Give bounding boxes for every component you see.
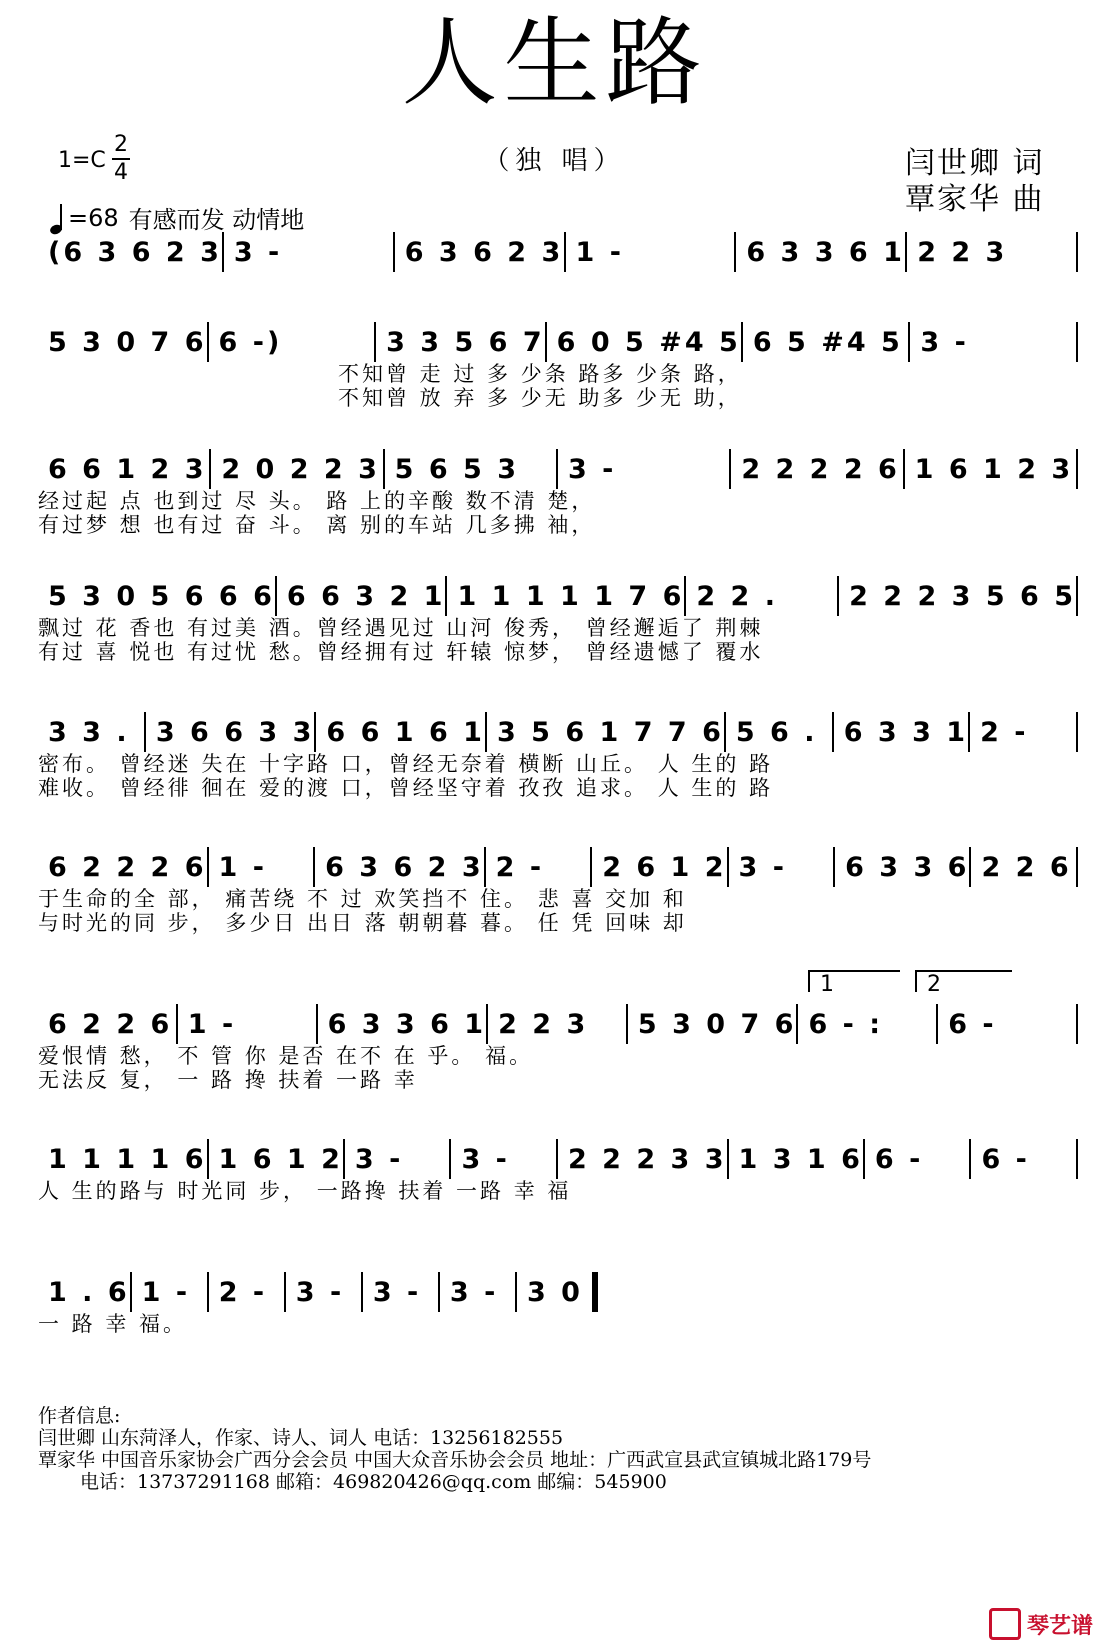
lyric-line-2: 有过 喜 悦也 有过忧 愁。曾经拥有过 轩辕 惊梦， 曾经遗憾了 覆水	[38, 640, 764, 664]
measure: 3 3 .	[38, 712, 146, 752]
lyric-line-1: 爱恨情 愁， 不 管 你 是否 在不 在 乎。 福。	[38, 1044, 534, 1068]
measure-line	[38, 1135, 1078, 1179]
score-row	[38, 1000, 1078, 1092]
time-bottom: 4	[114, 160, 128, 185]
measure: 6 -	[865, 1139, 972, 1179]
measure: 2 2 3	[488, 1004, 628, 1044]
measure: 5 6 5 3	[385, 449, 558, 489]
measure: 6 3 3 6	[835, 847, 971, 887]
score-row	[38, 1135, 1078, 1227]
measure: 3 3 5 6 7	[376, 322, 547, 362]
measure: 1 . 6	[38, 1272, 132, 1312]
measure: 6 -	[971, 1139, 1078, 1179]
measure: 6 3 6 2 3	[395, 232, 566, 272]
info-line-2: 覃家华 中国音乐家协会广西分会会员 中国大众音乐协会会员 地址：广西武宣县武宣镇城北路179号	[38, 1449, 872, 1471]
measure: 2 2 2 2 6	[731, 449, 904, 489]
lyric-line-2: 有过梦 想 也有过 奋 斗。 离 别的车站 几多拂 袖，	[38, 513, 596, 537]
composer: 覃家华 曲	[905, 182, 1045, 217]
measure-line	[38, 445, 1078, 489]
lyric-line-1: 人 生的路与 时光同 步， 一路搀 扶着 一路 幸 福	[38, 1179, 572, 1203]
lyric-line-2	[38, 296, 1078, 320]
measure: 3 -	[440, 1272, 517, 1312]
measure: 2 2 .	[686, 576, 839, 616]
lyric-line-2: 难收。 曾经徘 徊在 爱的渡 口，曾经坚守着 孜孜 追求。 人 生的 路	[38, 776, 774, 800]
measure: 3 -	[286, 1272, 363, 1312]
measure: 3 -	[451, 1139, 558, 1179]
volta-second-ending: 2	[915, 970, 1012, 992]
lyric-line-2	[38, 1336, 1078, 1360]
measure: 6 5 #4 5	[743, 322, 911, 362]
lyric-line-2: 与时光的同 步， 多少日 出日 落 朝朝暮 暮。 任 凭 回味 却	[38, 911, 687, 935]
measure-line	[38, 708, 1078, 752]
measure-line	[38, 843, 1078, 887]
measure: 2 2 2 3 5 6 5	[839, 576, 1078, 616]
measure-line	[38, 228, 1078, 272]
lyric-line-1: 密布。 曾经迷 失在 十字路 口，曾经无奈着 横断 山丘。 人 生的 路	[38, 752, 774, 776]
performance-type: （独 唱）	[483, 146, 626, 176]
measure: 5 3 0 5 6 6 6	[38, 576, 277, 616]
score-row	[38, 708, 1078, 800]
measure: 1 6 1 2	[209, 1139, 345, 1179]
score-row	[38, 228, 1078, 320]
measure: 6 2 2 6	[38, 1004, 178, 1044]
site-logo	[989, 1608, 1093, 1640]
measure: 3 5 6 1 7 7 6	[487, 712, 726, 752]
measure: 6 3 3 6 1	[318, 1004, 489, 1044]
measure: 6 3 6 2 3	[315, 847, 486, 887]
measure-line	[38, 1268, 598, 1312]
key-signature: 1=C	[58, 148, 106, 173]
lyric-line-1: 经过起 点 也到过 尽 头。 路 上的辛酸 数不清 楚，	[38, 489, 596, 513]
measure: 6 6 3 2 1	[277, 576, 448, 616]
score-row	[38, 445, 1078, 537]
score-row	[38, 572, 1078, 664]
lyric-line-2: 不知曾 放 弃 多 少无 助多 少无 助，	[338, 386, 742, 410]
measure: 2 2 2 3 3	[558, 1139, 729, 1179]
lyric-line-1: 不知曾 走 过 多 少条 路多 少条 路，	[338, 362, 742, 386]
score-row	[38, 843, 1078, 935]
measure: 2 2 6	[971, 847, 1078, 887]
measure: 1 -	[566, 232, 737, 272]
measure: 6 6 1 6 1	[316, 712, 487, 752]
measure: 1 1 1 1 6	[38, 1139, 209, 1179]
measure: 6 -	[938, 1004, 1078, 1044]
measure: 6 -)	[209, 322, 377, 362]
measure: 6 - :	[798, 1004, 938, 1044]
measure: 3 0	[517, 1272, 598, 1312]
measure: 3 -	[558, 449, 731, 489]
score-row	[38, 1268, 1078, 1360]
measure-line	[38, 572, 1078, 616]
expression-text: 有感而发 动情地	[128, 206, 305, 234]
measure: 5 3 0 7 6	[628, 1004, 799, 1044]
measure: 3 -	[363, 1272, 440, 1312]
lyric-line-1: 飘过 花 香也 有过美 酒。曾经遇见过 山河 俊秀， 曾经邂逅了 荆棘	[38, 616, 764, 640]
measure: 5 6 .	[726, 712, 834, 752]
measure: 1 3 1 6	[729, 1139, 865, 1179]
measure-line	[38, 318, 1078, 362]
info-heading: 作者信息:	[38, 1405, 121, 1427]
measure: 6 3 3 1	[834, 712, 970, 752]
lyric-line-2: 无法反 复， 一 路 搀 扶着 一路 幸	[38, 1068, 418, 1092]
logo-icon	[989, 1608, 1021, 1640]
measure: 2 6 1 2	[592, 847, 728, 887]
measure: 1 -	[209, 847, 316, 887]
measure: (6 3 6 2 3	[38, 232, 224, 272]
measure: 3 6 6 3 3	[146, 712, 317, 752]
measure: 6 6 1 2 3	[38, 449, 211, 489]
measure: 2 -	[209, 1272, 286, 1312]
measure: 5 3 0 7 6	[38, 322, 209, 362]
measure: 2 -	[486, 847, 593, 887]
measure: 2 0 2 2 3	[211, 449, 384, 489]
song-title: 人生路	[401, 7, 708, 119]
measure: 2 -	[970, 712, 1078, 752]
lyric-line-2	[38, 1203, 1078, 1227]
measure: 3 -	[910, 322, 1078, 362]
lyric-line-1	[38, 272, 1078, 296]
info-line-3: 电话：13737291168 邮箱：469820426@qq.com 邮编：545900	[80, 1471, 667, 1493]
measure: 1 6 1 2 3	[905, 449, 1078, 489]
score-row	[38, 318, 1078, 410]
measure: 2 2 3	[907, 232, 1078, 272]
author-info	[38, 1405, 871, 1493]
lyric-line-1: 一 路 幸 福。	[38, 1312, 188, 1336]
measure: 3 -	[345, 1139, 452, 1179]
time-top: 2	[114, 132, 128, 157]
lyric-line-1: 于生命的全 部， 痛苦绕 不 过 欢笑挡不 住。 悲 喜 交加 和	[38, 887, 687, 911]
tempo-value: =68	[68, 203, 119, 232]
lyricist: 闫世卿 词	[905, 146, 1045, 181]
credits	[905, 146, 1045, 218]
measure: 1 -	[132, 1272, 209, 1312]
measure: 1 1 1 1 1 7 6	[447, 576, 686, 616]
measure: 1 -	[178, 1004, 318, 1044]
measure: 3 -	[729, 847, 836, 887]
info-line-1: 闫世卿 山东菏泽人，作家、诗人、词人 电话：13256182555	[38, 1427, 564, 1449]
measure: 6 3 3 6 1	[736, 232, 907, 272]
measure-line	[38, 1000, 1078, 1044]
logo-text: 琴艺谱	[1026, 1613, 1093, 1639]
measure: 6 0 5 #4 5	[547, 322, 743, 362]
volta-first-ending: 1	[808, 970, 900, 992]
measure: 3 -	[224, 232, 395, 272]
measure: 6 2 2 2 6	[38, 847, 209, 887]
